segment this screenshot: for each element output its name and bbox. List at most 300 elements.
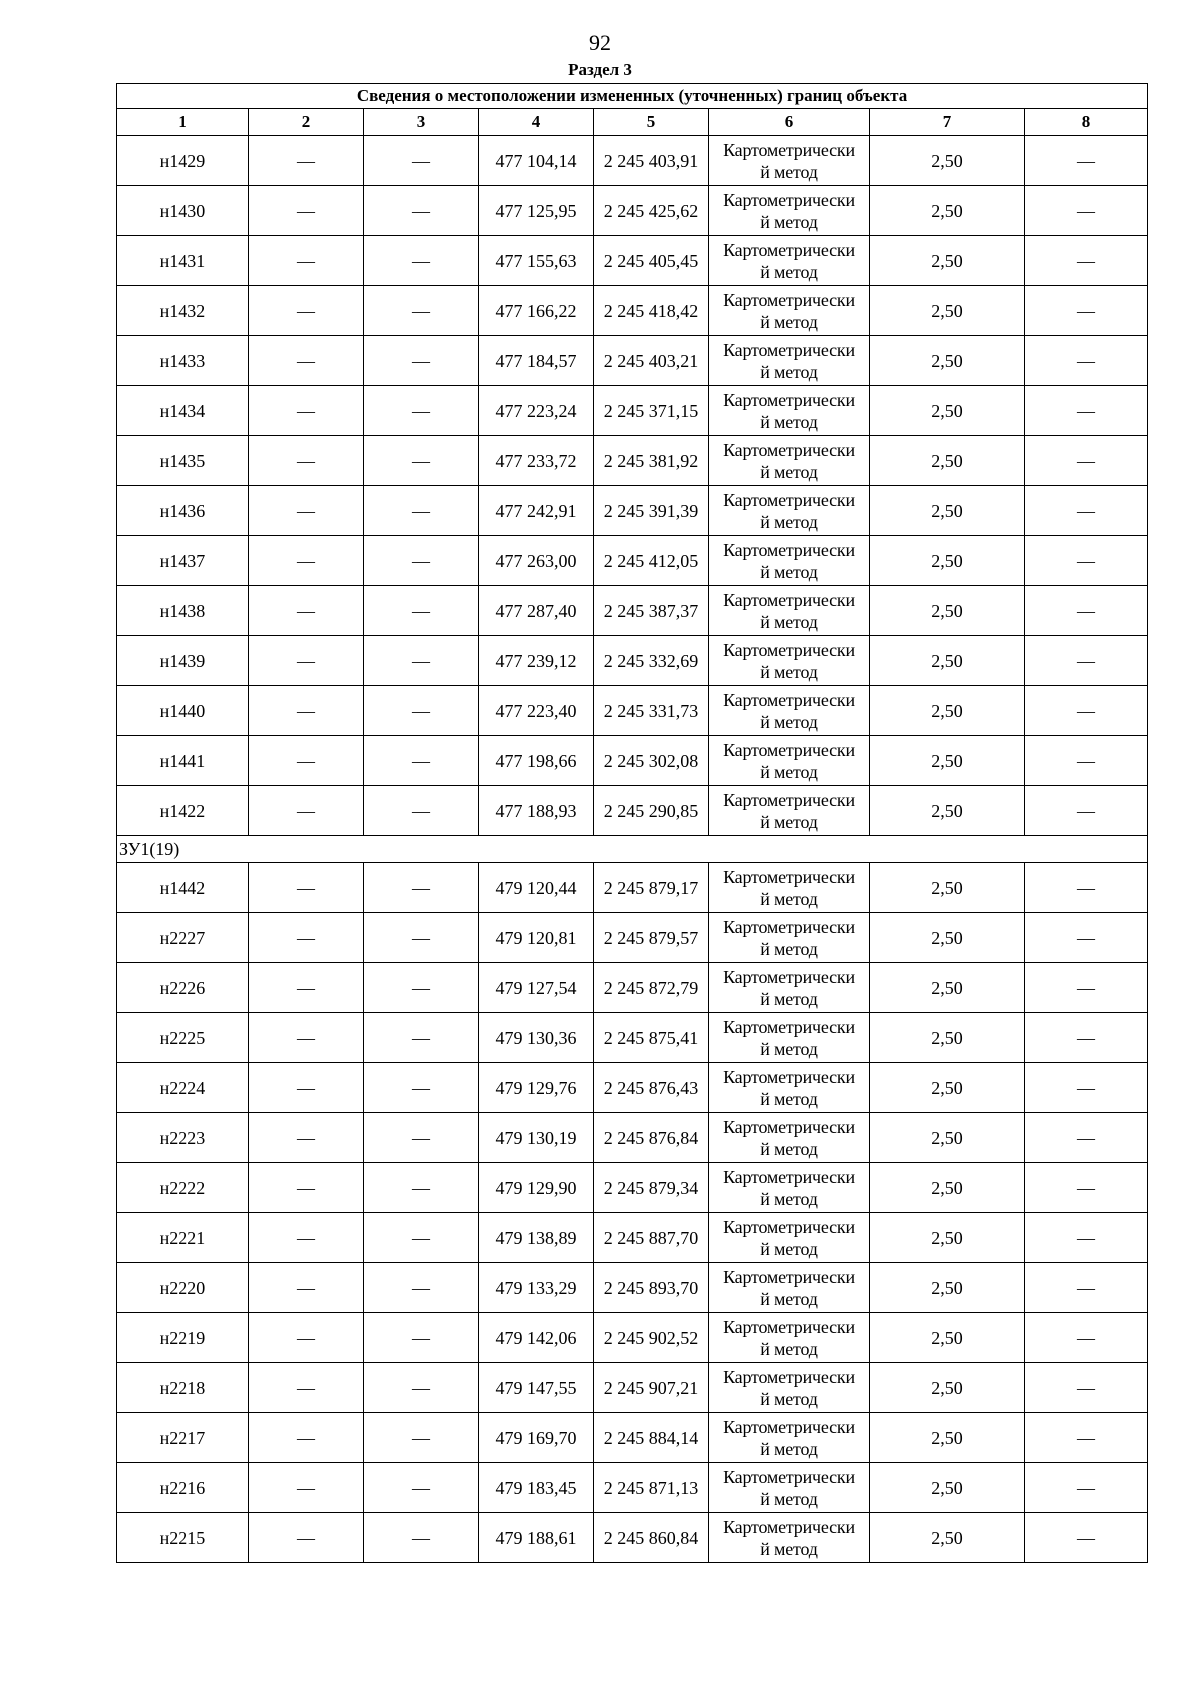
table-row — [117, 736, 1148, 786]
method-line-1: Картометрически — [723, 1416, 855, 1437]
accuracy-cell: 2,50 — [870, 186, 1025, 236]
column-8-cell: — — [1025, 1063, 1148, 1113]
x-coordinate-cell: 479 129,90 — [479, 1163, 594, 1213]
table-caption-row — [117, 84, 1148, 109]
column-2-cell: — — [249, 1013, 364, 1063]
y-coordinate-cell: 2 245 403,21 — [594, 336, 709, 386]
accuracy-cell: 2,50 — [870, 286, 1025, 336]
column-3-cell: — — [364, 486, 479, 536]
method-cell — [709, 1463, 870, 1513]
point-name-cell: н1442 — [117, 863, 249, 913]
column-number: 3 — [364, 109, 479, 136]
column-8-cell: — — [1025, 1113, 1148, 1163]
x-coordinate-cell: 477 155,63 — [479, 236, 594, 286]
column-3-cell: — — [364, 1363, 479, 1413]
column-number: 5 — [594, 109, 709, 136]
column-number: 1 — [117, 109, 249, 136]
x-coordinate-cell: 477 188,93 — [479, 786, 594, 836]
column-3-cell: — — [364, 236, 479, 286]
method-line-1: Картометрически — [723, 1066, 855, 1087]
column-2-cell: — — [249, 586, 364, 636]
page-number: 92 — [589, 30, 611, 55]
y-coordinate-cell: 2 245 879,34 — [594, 1163, 709, 1213]
table-row — [117, 1363, 1148, 1413]
section-title: Раздел 3 — [568, 60, 632, 79]
table-row — [117, 186, 1148, 236]
column-2-cell: — — [249, 286, 364, 336]
point-name-cell: н1431 — [117, 236, 249, 286]
column-8-cell: — — [1025, 1163, 1148, 1213]
point-name-cell: н2215 — [117, 1513, 249, 1563]
method-line-1: Картометрически — [723, 1266, 855, 1287]
method-line-2: й метод — [760, 661, 818, 682]
point-name-cell: н1438 — [117, 586, 249, 636]
method-line-1: Картометрически — [723, 389, 855, 410]
table-row — [117, 486, 1148, 536]
point-name-cell: н1440 — [117, 686, 249, 736]
method-line-1: Картометрически — [723, 1116, 855, 1137]
column-3-cell: — — [364, 686, 479, 736]
point-name-cell: н1436 — [117, 486, 249, 536]
method-line-1: Картометрически — [723, 739, 855, 760]
accuracy-cell: 2,50 — [870, 1313, 1025, 1363]
column-8-cell: — — [1025, 1213, 1148, 1263]
method-cell — [709, 236, 870, 286]
column-2-cell: — — [249, 686, 364, 736]
point-name-cell: н2226 — [117, 963, 249, 1013]
column-8-cell: — — [1025, 586, 1148, 636]
column-3-cell: — — [364, 386, 479, 436]
accuracy-cell: 2,50 — [870, 1013, 1025, 1063]
point-name-cell: н1435 — [117, 436, 249, 486]
point-name-cell: н1430 — [117, 186, 249, 236]
y-coordinate-cell: 2 245 907,21 — [594, 1363, 709, 1413]
column-8-cell: — — [1025, 386, 1148, 436]
point-name-cell: н2220 — [117, 1263, 249, 1313]
x-coordinate-cell: 477 263,00 — [479, 536, 594, 586]
method-line-2: й метод — [760, 611, 818, 632]
x-coordinate-cell: 477 104,14 — [479, 136, 594, 186]
y-coordinate-cell: 2 245 387,37 — [594, 586, 709, 636]
method-line-1: Картометрически — [723, 339, 855, 360]
method-line-1: Картометрически — [723, 539, 855, 560]
y-coordinate-cell: 2 245 405,45 — [594, 236, 709, 286]
method-line-1: Картометрически — [723, 1316, 855, 1337]
method-line-2: й метод — [760, 1188, 818, 1209]
column-2-cell: — — [249, 786, 364, 836]
method-cell — [709, 963, 870, 1013]
group-label-row — [117, 836, 1148, 863]
accuracy-cell: 2,50 — [870, 586, 1025, 636]
method-cell — [709, 786, 870, 836]
accuracy-cell: 2,50 — [870, 736, 1025, 786]
column-2-cell: — — [249, 1463, 364, 1513]
y-coordinate-cell: 2 245 876,43 — [594, 1063, 709, 1113]
y-coordinate-cell: 2 245 876,84 — [594, 1113, 709, 1163]
table-caption: Сведения о местоположении измененных (уточненных) границ объекта — [117, 84, 1148, 109]
y-coordinate-cell: 2 245 381,92 — [594, 436, 709, 486]
point-name-cell: н2217 — [117, 1413, 249, 1463]
table-row — [117, 336, 1148, 386]
table-row — [117, 1313, 1148, 1363]
method-line-2: й метод — [760, 711, 818, 732]
column-number: 4 — [479, 109, 594, 136]
column-number: 7 — [870, 109, 1025, 136]
x-coordinate-cell: 479 183,45 — [479, 1463, 594, 1513]
method-line-2: й метод — [760, 1038, 818, 1059]
accuracy-cell: 2,50 — [870, 1413, 1025, 1463]
column-8-cell: — — [1025, 1013, 1148, 1063]
column-2-cell: — — [249, 863, 364, 913]
x-coordinate-cell: 477 239,12 — [479, 636, 594, 686]
method-line-1: Картометрически — [723, 289, 855, 310]
column-8-cell: — — [1025, 136, 1148, 186]
x-coordinate-cell: 477 184,57 — [479, 336, 594, 386]
column-2-cell: — — [249, 1113, 364, 1163]
method-line-2: й метод — [760, 1538, 818, 1559]
y-coordinate-cell: 2 245 875,41 — [594, 1013, 709, 1063]
column-3-cell: — — [364, 536, 479, 586]
coordinates-table — [116, 83, 1148, 1563]
table-row — [117, 913, 1148, 963]
column-8-cell: — — [1025, 286, 1148, 336]
x-coordinate-cell: 477 242,91 — [479, 486, 594, 536]
column-3-cell: — — [364, 1263, 479, 1313]
x-coordinate-cell: 477 198,66 — [479, 736, 594, 786]
point-name-cell: н2222 — [117, 1163, 249, 1213]
method-line-2: й метод — [760, 161, 818, 182]
method-line-1: Картометрически — [723, 189, 855, 210]
method-cell — [709, 913, 870, 963]
table-row — [117, 1163, 1148, 1213]
method-line-1: Картометрически — [723, 789, 855, 810]
y-coordinate-cell: 2 245 403,91 — [594, 136, 709, 186]
column-8-cell: — — [1025, 536, 1148, 586]
column-2-cell: — — [249, 1163, 364, 1213]
method-line-2: й метод — [760, 1238, 818, 1259]
column-2-cell: — — [249, 1313, 364, 1363]
column-2-cell: — — [249, 336, 364, 386]
accuracy-cell: 2,50 — [870, 1213, 1025, 1263]
point-name-cell: н2227 — [117, 913, 249, 963]
table-row — [117, 686, 1148, 736]
column-3-cell: — — [364, 736, 479, 786]
column-2-cell: — — [249, 536, 364, 586]
x-coordinate-cell: 479 127,54 — [479, 963, 594, 1013]
x-coordinate-cell: 479 120,81 — [479, 913, 594, 963]
method-line-2: й метод — [760, 311, 818, 332]
column-3-cell: — — [364, 586, 479, 636]
x-coordinate-cell: 479 138,89 — [479, 1213, 594, 1263]
method-line-1: Картометрически — [723, 916, 855, 937]
table-row — [117, 636, 1148, 686]
table-body — [117, 84, 1148, 1563]
point-name-cell: н2223 — [117, 1113, 249, 1163]
accuracy-cell: 2,50 — [870, 1163, 1025, 1213]
column-8-cell: — — [1025, 863, 1148, 913]
method-line-1: Картометрически — [723, 1466, 855, 1487]
column-3-cell: — — [364, 1163, 479, 1213]
column-3-cell: — — [364, 1063, 479, 1113]
method-line-2: й метод — [760, 1388, 818, 1409]
column-2-cell: — — [249, 386, 364, 436]
method-cell — [709, 136, 870, 186]
column-8-cell: — — [1025, 913, 1148, 963]
column-3-cell: — — [364, 636, 479, 686]
accuracy-cell: 2,50 — [870, 863, 1025, 913]
column-2-cell: — — [249, 963, 364, 1013]
column-8-cell: — — [1025, 186, 1148, 236]
column-3-cell: — — [364, 863, 479, 913]
accuracy-cell: 2,50 — [870, 686, 1025, 736]
method-line-2: й метод — [760, 261, 818, 282]
column-2-cell: — — [249, 436, 364, 486]
accuracy-cell: 2,50 — [870, 1513, 1025, 1563]
y-coordinate-cell: 2 245 872,79 — [594, 963, 709, 1013]
column-8-cell: — — [1025, 436, 1148, 486]
x-coordinate-cell: 479 169,70 — [479, 1413, 594, 1463]
column-2-cell: — — [249, 1213, 364, 1263]
method-line-2: й метод — [760, 411, 818, 432]
column-3-cell: — — [364, 1463, 479, 1513]
method-line-2: й метод — [760, 561, 818, 582]
accuracy-cell: 2,50 — [870, 1263, 1025, 1313]
point-name-cell: н1441 — [117, 736, 249, 786]
table-row — [117, 1213, 1148, 1263]
accuracy-cell: 2,50 — [870, 386, 1025, 436]
accuracy-cell: 2,50 — [870, 636, 1025, 686]
column-8-cell: — — [1025, 1413, 1148, 1463]
column-2-cell: — — [249, 136, 364, 186]
method-line-2: й метод — [760, 211, 818, 232]
method-line-2: й метод — [760, 1338, 818, 1359]
column-3-cell: — — [364, 186, 479, 236]
table-row — [117, 586, 1148, 636]
point-name-cell: н2225 — [117, 1013, 249, 1063]
method-cell — [709, 1213, 870, 1263]
x-coordinate-cell: 479 120,44 — [479, 863, 594, 913]
method-line-2: й метод — [760, 938, 818, 959]
column-8-cell: — — [1025, 736, 1148, 786]
method-line-2: й метод — [760, 1438, 818, 1459]
y-coordinate-cell: 2 245 332,69 — [594, 636, 709, 686]
method-cell — [709, 1113, 870, 1163]
column-8-cell: — — [1025, 786, 1148, 836]
column-8-cell: — — [1025, 1313, 1148, 1363]
method-cell — [709, 1513, 870, 1563]
y-coordinate-cell: 2 245 871,13 — [594, 1463, 709, 1513]
column-2-cell: — — [249, 1263, 364, 1313]
column-3-cell: — — [364, 1013, 479, 1063]
y-coordinate-cell: 2 245 412,05 — [594, 536, 709, 586]
y-coordinate-cell: 2 245 425,62 — [594, 186, 709, 236]
column-3-cell: — — [364, 336, 479, 386]
table-row — [117, 236, 1148, 286]
method-line-2: й метод — [760, 1088, 818, 1109]
column-number: 2 — [249, 109, 364, 136]
column-2-cell: — — [249, 1413, 364, 1463]
column-3-cell: — — [364, 1513, 479, 1563]
method-cell — [709, 486, 870, 536]
column-8-cell: — — [1025, 486, 1148, 536]
method-line-2: й метод — [760, 1488, 818, 1509]
table-row — [117, 1463, 1148, 1513]
method-line-1: Картометрически — [723, 689, 855, 710]
column-3-cell: — — [364, 286, 479, 336]
point-name-cell: н1439 — [117, 636, 249, 686]
method-line-1: Картометрически — [723, 439, 855, 460]
method-line-2: й метод — [760, 1288, 818, 1309]
x-coordinate-cell: 479 188,61 — [479, 1513, 594, 1563]
method-line-2: й метод — [760, 888, 818, 909]
point-name-cell: н2224 — [117, 1063, 249, 1113]
column-8-cell: — — [1025, 236, 1148, 286]
x-coordinate-cell: 479 129,76 — [479, 1063, 594, 1113]
column-3-cell: — — [364, 1213, 479, 1263]
method-cell — [709, 586, 870, 636]
method-line-2: й метод — [760, 511, 818, 532]
method-cell — [709, 186, 870, 236]
y-coordinate-cell: 2 245 418,42 — [594, 286, 709, 336]
y-coordinate-cell: 2 245 391,39 — [594, 486, 709, 536]
table-row — [117, 436, 1148, 486]
method-line-1: Картометрически — [723, 1166, 855, 1187]
method-cell — [709, 636, 870, 686]
table-row — [117, 286, 1148, 336]
method-cell — [709, 286, 870, 336]
column-3-cell: — — [364, 1413, 479, 1463]
column-2-cell: — — [249, 1513, 364, 1563]
table-row — [117, 1013, 1148, 1063]
method-line-1: Картометрически — [723, 639, 855, 660]
x-coordinate-cell: 477 287,40 — [479, 586, 594, 636]
column-8-cell: — — [1025, 686, 1148, 736]
accuracy-cell: 2,50 — [870, 136, 1025, 186]
column-8-cell: — — [1025, 336, 1148, 386]
y-coordinate-cell: 2 245 371,15 — [594, 386, 709, 436]
method-cell — [709, 1013, 870, 1063]
accuracy-cell: 2,50 — [870, 786, 1025, 836]
column-3-cell: — — [364, 136, 479, 186]
method-line-2: й метод — [760, 811, 818, 832]
point-name-cell: н1437 — [117, 536, 249, 586]
table-row — [117, 386, 1148, 436]
accuracy-cell: 2,50 — [870, 1363, 1025, 1413]
point-name-cell: н2219 — [117, 1313, 249, 1363]
column-2-cell: — — [249, 1363, 364, 1413]
table-row — [117, 1113, 1148, 1163]
method-cell — [709, 1263, 870, 1313]
method-line-2: й метод — [760, 988, 818, 1009]
x-coordinate-cell: 479 130,19 — [479, 1113, 594, 1163]
method-cell — [709, 1063, 870, 1113]
method-cell — [709, 686, 870, 736]
accuracy-cell: 2,50 — [870, 913, 1025, 963]
column-3-cell: — — [364, 1313, 479, 1363]
method-cell — [709, 536, 870, 586]
column-2-cell: — — [249, 1063, 364, 1113]
accuracy-cell: 2,50 — [870, 486, 1025, 536]
table-row — [117, 1263, 1148, 1313]
x-coordinate-cell: 477 223,24 — [479, 386, 594, 436]
column-2-cell: — — [249, 486, 364, 536]
column-2-cell: — — [249, 186, 364, 236]
y-coordinate-cell: 2 245 879,57 — [594, 913, 709, 963]
x-coordinate-cell: 479 142,06 — [479, 1313, 594, 1363]
column-8-cell: — — [1025, 1263, 1148, 1313]
point-name-cell: н2216 — [117, 1463, 249, 1513]
column-3-cell: — — [364, 786, 479, 836]
point-name-cell: н1422 — [117, 786, 249, 836]
method-cell — [709, 336, 870, 386]
method-line-1: Картометрически — [723, 139, 855, 160]
accuracy-cell: 2,50 — [870, 1063, 1025, 1113]
x-coordinate-cell: 479 130,36 — [479, 1013, 594, 1063]
y-coordinate-cell: 2 245 331,73 — [594, 686, 709, 736]
column-8-cell: — — [1025, 636, 1148, 686]
table-row — [117, 963, 1148, 1013]
column-8-cell: — — [1025, 1463, 1148, 1513]
column-3-cell: — — [364, 436, 479, 486]
column-8-cell: — — [1025, 1363, 1148, 1413]
column-3-cell: — — [364, 1113, 479, 1163]
table-row — [117, 863, 1148, 913]
column-3-cell: — — [364, 963, 479, 1013]
y-coordinate-cell: 2 245 884,14 — [594, 1413, 709, 1463]
method-line-2: й метод — [760, 361, 818, 382]
accuracy-cell: 2,50 — [870, 1463, 1025, 1513]
x-coordinate-cell: 479 147,55 — [479, 1363, 594, 1413]
point-name-cell: н1429 — [117, 136, 249, 186]
accuracy-cell: 2,50 — [870, 963, 1025, 1013]
method-line-1: Картометрически — [723, 239, 855, 260]
point-name-cell: н1434 — [117, 386, 249, 436]
table-row — [117, 1413, 1148, 1463]
group-label: ЗУ1(19) — [117, 836, 1148, 863]
method-line-1: Картометрически — [723, 589, 855, 610]
column-number: 8 — [1025, 109, 1148, 136]
table-row — [117, 786, 1148, 836]
method-line-1: Картометрически — [723, 866, 855, 887]
y-coordinate-cell: 2 245 860,84 — [594, 1513, 709, 1563]
y-coordinate-cell: 2 245 893,70 — [594, 1263, 709, 1313]
y-coordinate-cell: 2 245 902,52 — [594, 1313, 709, 1363]
method-cell — [709, 1313, 870, 1363]
method-line-2: й метод — [760, 461, 818, 482]
method-line-1: Картометрически — [723, 1516, 855, 1537]
table-row — [117, 136, 1148, 186]
column-3-cell: — — [364, 913, 479, 963]
y-coordinate-cell: 2 245 887,70 — [594, 1213, 709, 1263]
column-8-cell: — — [1025, 963, 1148, 1013]
accuracy-cell: 2,50 — [870, 336, 1025, 386]
table-row — [117, 1513, 1148, 1563]
method-cell — [709, 1413, 870, 1463]
column-2-cell: — — [249, 636, 364, 686]
accuracy-cell: 2,50 — [870, 536, 1025, 586]
x-coordinate-cell: 477 223,40 — [479, 686, 594, 736]
y-coordinate-cell: 2 245 302,08 — [594, 736, 709, 786]
method-cell — [709, 1163, 870, 1213]
method-cell — [709, 386, 870, 436]
point-name-cell: н2218 — [117, 1363, 249, 1413]
column-8-cell: — — [1025, 1513, 1148, 1563]
x-coordinate-cell: 477 166,22 — [479, 286, 594, 336]
table-row — [117, 1063, 1148, 1113]
table-row — [117, 536, 1148, 586]
method-line-2: й метод — [760, 1138, 818, 1159]
point-name-cell: н1433 — [117, 336, 249, 386]
